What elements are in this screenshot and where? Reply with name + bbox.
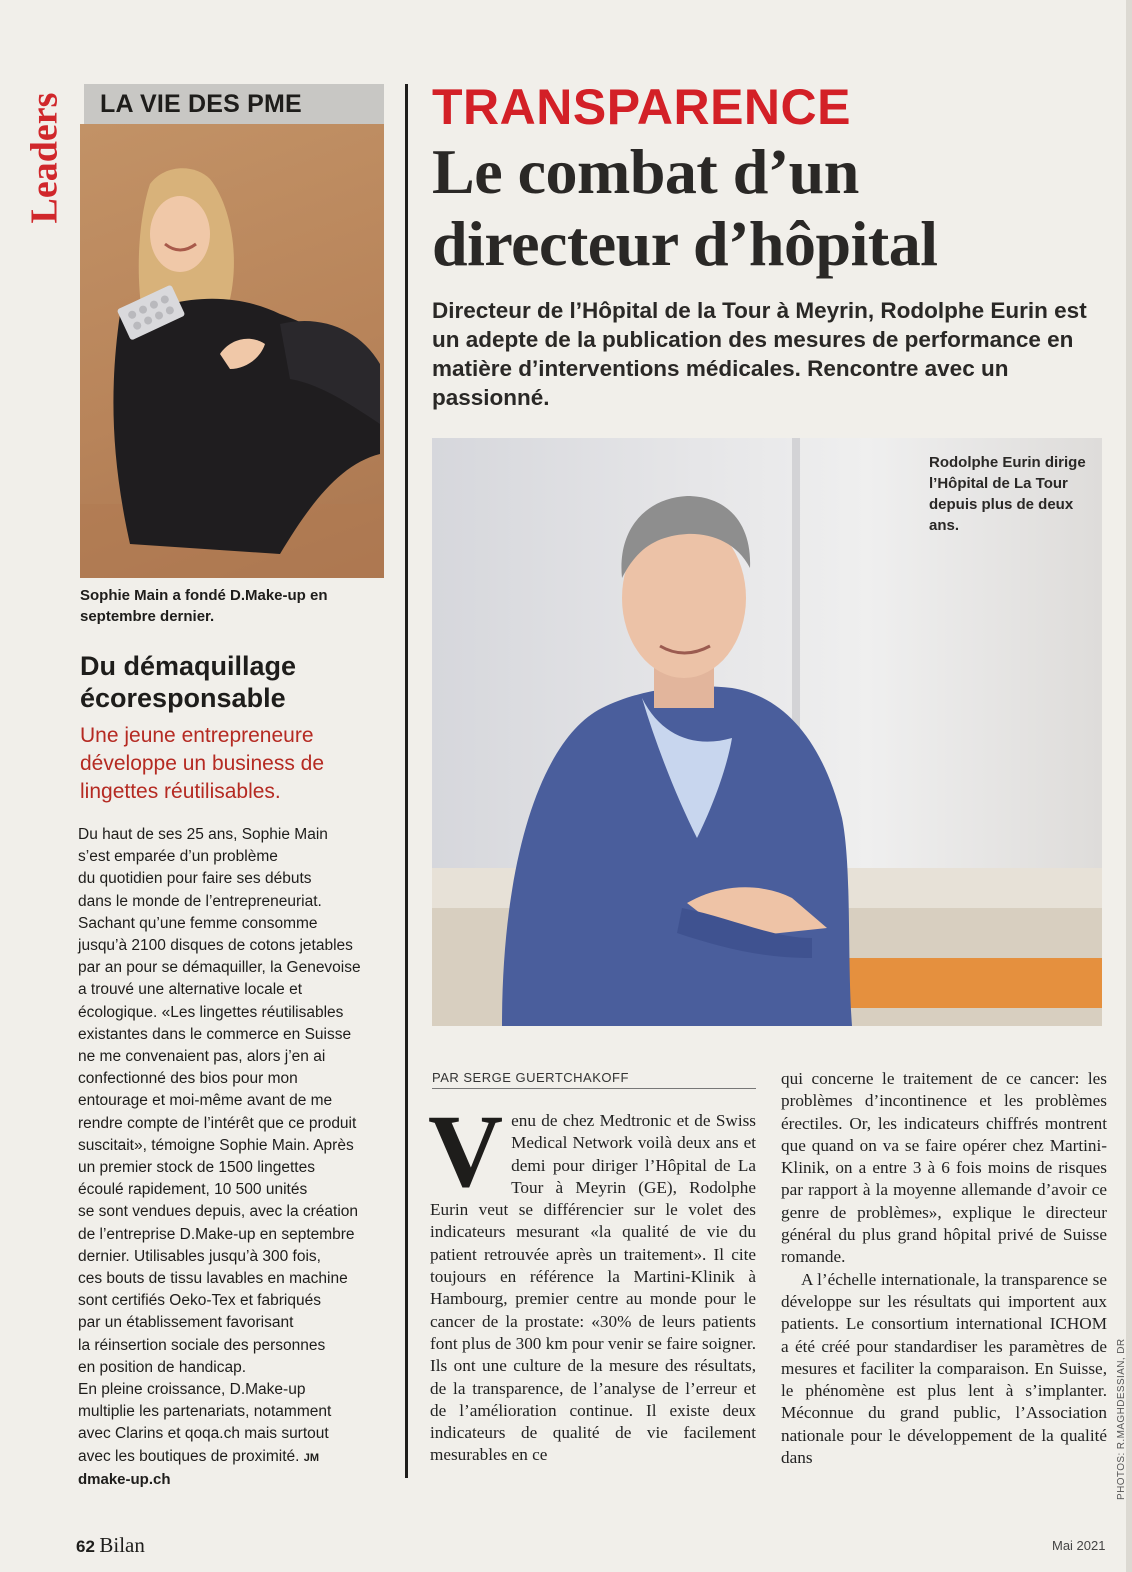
section-label	[22, 78, 66, 238]
page-edge	[1126, 0, 1132, 1572]
article-paragraph-3: A l’échelle internationale, la transparence se développe sur les résultats qui importent aux patients. Le consortium international ICHOM a été créé pour standardiser les paramètres de mesures et faciliter la comparaison. En Suisse, le phénomène est plus lent à s’implanter. Méconnue du grand public, l’Association nationale pour le développement de la qualité dans	[781, 1269, 1107, 1468]
sidebar-headline: Du démaquillage écoresponsable	[80, 651, 297, 713]
issue-date: Mai 2021	[1052, 1538, 1106, 1553]
article-paragraph-2: qui concerne le traitement de ce cancer: les problèmes d’incontinence et les problèmes érectiles. Or, les indicateurs chiffrés montrent que quand on va se faire opérer chez Martini-Klinik, on a entre 3 à 6 fois moins de risques par rapport à la moyenne allemande d’avoir ce genre de problèmes», explique le directeur général du plus grand hôpital privé de Suisse romande.	[781, 1069, 1107, 1267]
drop-cap: V	[428, 1094, 504, 1209]
headline-line-1: Le combat d’un	[432, 136, 859, 207]
sidebar-body-text: Du haut de ses 25 ans, Sophie Main s’est emparée d’un problème du quotidien pour faire ses débuts dans le monde de l’entrepreneuriat. Sachant qu’une femme consomme jusqu’à 2100 disques de cotons jetables par an pour se démaquiller, la Genevoise a trouvé une alternative locale et écologique. «Les lingettes réutilisables existantes dans le commerce en Suisse ne me convenaient pas, alors j’en ai confectionné des bios pour mon entourage et moi-même avant de me rendre compte de l’intérêt que ce produit suscitait», témoigne Sophie Main. Après un premier stock de 1500 lingettes écoulé rapidement, 10 500 unités se sont vendues depuis, avec la création de l’entreprise D.Make-up en septembre dernier. Utilisables jusqu’à 300 fois, ces bouts de tissu lavables en machine sont certifiés Oeko-Tex et fabriqués par un établissement favorisant la réinsertion sociale des personnes en position de handicap. En pleine croissance, D.Make-up multiplie les partenariats, notamment avec Clarins et qoqa.ch mais surtout avec les boutiques de proximité.	[78, 826, 361, 1465]
headline-line-2: directeur d’hôpital	[432, 208, 938, 279]
article-kicker: TRANSPARENCE	[432, 79, 851, 135]
photo-credit-anchor	[1116, 1338, 1127, 1510]
article-headline	[432, 136, 1112, 280]
article-column-2	[781, 1068, 1107, 1469]
byline-rule	[432, 1088, 756, 1089]
sidebar-photo	[80, 124, 384, 578]
article-byline: PAR SERGE GUERTCHAKOFF	[432, 1070, 629, 1085]
article-column-1	[428, 1094, 756, 1467]
woman-portrait-illustration	[80, 124, 384, 578]
article-paragraph-1: enu de chez Medtronic et de Swiss Medical Network voilà deux ans et demi pour diriger l’Hôpital de La Tour à Meyrin (GE), Rodolphe Eurin veut se différencier sur le volet des indicateurs mesurant «la qualité de vie du patient retrouvée après un traitement». Il cite toujours en référence la Martini-Klinik à Hambourg, premier centre au monde pour le cancer de la prostate: «30% de leurs patients font plus de 300 km pour venir se faire soigner. Ils ont une culture de la mesure des résultats, de la transparence, de l’analyse de l’erreur et de l’amélioration continue. Il existe deux indicateurs de qualité de vie facilement mesurables en ce	[430, 1111, 756, 1465]
page-number: 62	[76, 1537, 95, 1556]
sidebar-website[interactable]: dmake-up.ch	[78, 1471, 171, 1488]
column-divider	[405, 84, 408, 1478]
photo-credit: PHOTOS: R.MAGHDESSIAN, DR	[1116, 1338, 1127, 1500]
sidebar-deck: Une jeune entrepreneure développe un business de lingettes réutilisables.	[80, 724, 325, 803]
sidebar-photo-caption: Sophie Main a fondé D.Make-up en septembre dernier.	[80, 587, 328, 625]
article-standfirst: Directeur de l’Hôpital de la Tour à Meyrin, Rodolphe Eurin est un adepte de la publication des mesures de performance en matière d’interventions médicales. Rencontre avec un passionné.	[432, 298, 1087, 410]
sidebar-signature: JM	[303, 1451, 320, 1464]
magazine-brand: Bilan	[99, 1533, 145, 1557]
folio	[76, 1533, 145, 1558]
article-photo-caption: Rodolphe Eurin dirige l’Hôpital de La Tour depuis plus de deux ans.	[929, 454, 1086, 534]
sidebar-tag: LA VIE DES PME	[84, 84, 384, 124]
sidebar-body	[78, 824, 398, 1469]
section-label-text: Leaders	[23, 92, 65, 224]
